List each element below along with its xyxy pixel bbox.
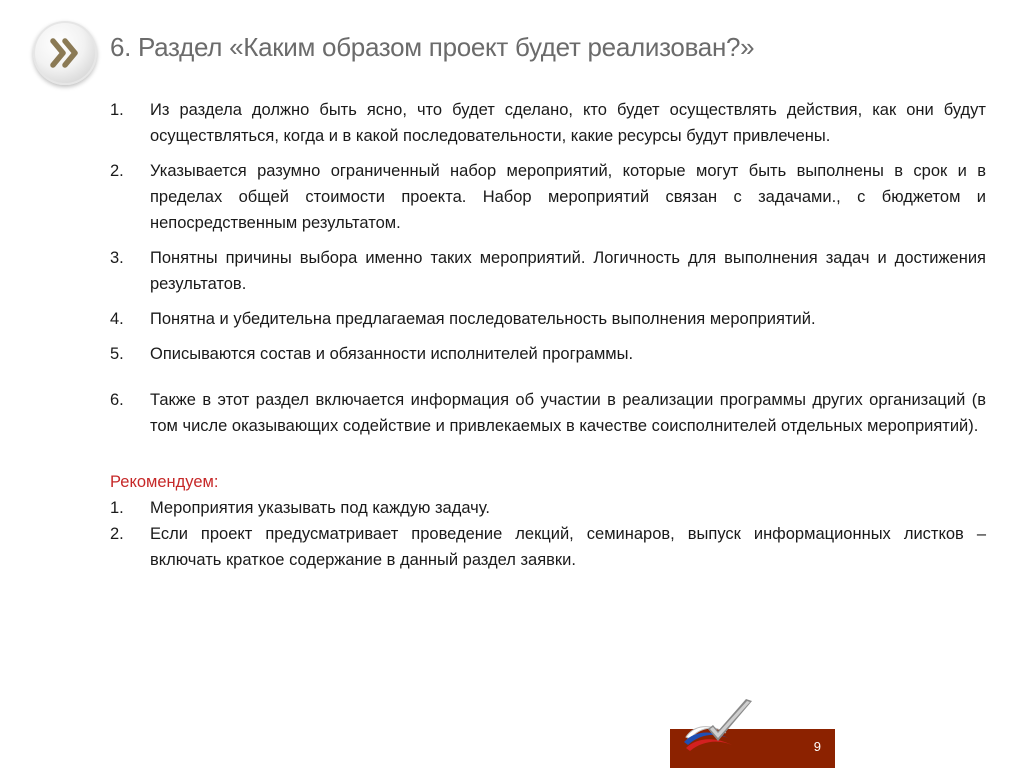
- list-item-text: Указывается разумно ограниченный набор мероприятий, которые могут быть выполнены в срок и в пределах общей стоимости проекта. Набор мероприятий связан с задачами., с бюджетом и непосредственным результатом.: [150, 162, 986, 232]
- list-item-text: Из раздела должно быть ясно, что будет сделано, кто будет осуществлять действия, как они будут осуществляться, когда и в какой последовательности, какие ресурсы будут привлечены.: [150, 101, 986, 145]
- recommendation-text: Если проект предусматривает проведение лекций, семинаров, выпуск информационных листков – включать краткое содержание в данный раздел заявки.: [150, 525, 986, 569]
- recommendation-text: Мероприятия указывать под каждую задачу.: [150, 499, 490, 517]
- recommendation-number: 1.: [110, 499, 124, 517]
- list-item-number: 2.: [110, 162, 124, 180]
- double-chevron-right-icon: [33, 21, 97, 85]
- list-item: [110, 306, 986, 332]
- list-item: [110, 158, 986, 236]
- list-item: [110, 97, 986, 149]
- content-body: [110, 97, 986, 573]
- list-item-text: Понятна и убедительна предлагаемая последовательность выполнения мероприятий.: [150, 310, 816, 328]
- page-title: 6. Раздел «Каким образом проект будет реализован?»: [110, 32, 755, 62]
- list-item-number: 1.: [110, 101, 124, 119]
- checkmark-tricolor-logo: [680, 695, 760, 755]
- list-item-text: Также в этот раздел включается информация об участии в реализации программы других организаций (в том числе оказывающих содействие и привлекаемых в качестве соисполнителей отдельных мероприятий).: [150, 391, 986, 435]
- recommend-label: Рекомендуем:: [110, 473, 219, 491]
- page-number: 9: [813, 739, 821, 754]
- list-item-number: 3.: [110, 249, 124, 267]
- recommendation-item: [110, 495, 986, 521]
- list-item-number: 5.: [110, 345, 124, 363]
- list-item: [110, 341, 986, 367]
- list-item: [110, 387, 986, 439]
- list-item-text: Описываются состав и обязанности исполнителей программы.: [150, 345, 634, 363]
- list-item-number: 6.: [110, 391, 124, 409]
- recommendation-number: 2.: [110, 525, 124, 543]
- list-item-number: 4.: [110, 310, 124, 328]
- list-item-text: Понятны причины выбора именно таких мероприятий. Логичность для выполнения задач и достижения результатов.: [150, 249, 986, 293]
- list-item: [110, 245, 986, 297]
- recommendation-item: [110, 521, 986, 573]
